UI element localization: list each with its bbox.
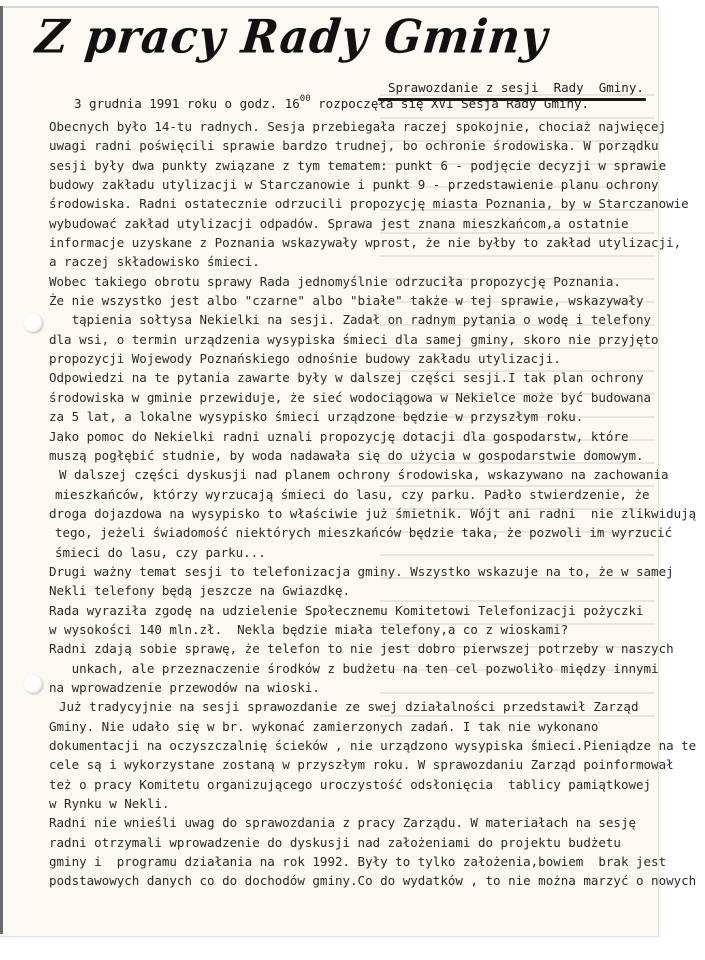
body-line: w Rynku w Nekli. xyxy=(49,796,170,812)
punch-hole-icon xyxy=(24,675,42,693)
body-line: na wprowadzenie przewodów na wioski. xyxy=(49,679,320,695)
body-line: w wysokości 140 mln.zł. Nekla będzie miała telefony,a co z wioskami? xyxy=(49,621,569,637)
body-line: środowiska w gminie przewiduje, że sieć wodociągowa w Nekielce może być budowana xyxy=(49,389,652,405)
body-line: Odpowiedzi na te pytania zawarte były w dalszej części sesji.I tak plan ochrony xyxy=(49,370,644,386)
body-line: Rada wyraziła zgodę na udzielenie Społecznemu Komitetowi Telefonizacji pożyczki xyxy=(49,602,644,618)
body-line: cele są i wykorzystane zostaną w przyszłym roku. W sprawozdaniu Zarząd poinformował xyxy=(49,757,674,773)
body-line: śmieci do lasu, czy parku... xyxy=(55,544,266,560)
body-line: Radni nie wnieśli uwag do sprawozdania z pracy Zarządu. W materiałach na sesję xyxy=(49,815,636,831)
body-line: Gminy. Nie udało się w br. wykonać zamierzonych zadań. I tak nie wykonano xyxy=(49,718,599,734)
body-line: a raczej składowisko śmieci. xyxy=(49,254,260,270)
body-line: tąpienia sołtysa Nekielki na sesji. Zadał on radnym pytania o wodę i telefony xyxy=(49,312,652,328)
body-line: też o pracy Komitetu organizującego uroczystość odsłonięcia tablicy pamiątkowej xyxy=(49,776,652,792)
body-line: budowy zakładu utylizacji w Starczanowie i punkt 9 - przedstawienie planu ochrony xyxy=(49,177,659,193)
body-line: dla wsi, o termin urządzenia wysypiska śmieci dla samej gminy, skoro nie przyjęto xyxy=(49,331,659,347)
body-line: uwagi radni poświęcili sprawie bardzo trudnej, bo ochronie środowiska. W porządku xyxy=(49,138,659,154)
body-line: unkach, ale przeznaczenie środków z budżetu na ten cel pozwoliło między innymi xyxy=(49,660,659,676)
body-line: za 5 lat, a lokalne wysypisko śmieci urządzone będzie w przyszłym roku. xyxy=(49,409,584,425)
body-line: Że nie wszystko jest albo "czarne" albo "białe" także w tej sprawie, wskazywały xyxy=(49,293,644,309)
body-line: Obecnych było 14-tu radnych. Sesja przebiegała raczej spokojnie, chociaż najwięcej xyxy=(49,119,667,134)
body-line: Już tradycyjnie na sesji sprawozdanie ze swej działalności przedstawił Zarząd xyxy=(59,699,639,715)
body-line: Nekli telefony będą jeszcze na Gwiazdkę. xyxy=(49,583,351,599)
page-binding-edge xyxy=(0,6,3,934)
body-line: propozycji Wojewody Poznańskiego odnośnie budowy zakładu utylizacji. xyxy=(49,351,561,367)
body-line: muszą pogłębić studnie, by woda nadawała się do użycia w gospodarstwie domowym. xyxy=(49,447,644,463)
dateline xyxy=(74,96,589,111)
body-line: dokumentacji na oczyszczalnię ścieków , nie urządzono wysypiska śmieci.Pieniądze na te xyxy=(49,738,697,753)
body-line: Radni zdają sobie sprawę, że telefon to nie jest dobro pierwszej potrzeby w naszych xyxy=(49,641,674,657)
article-body xyxy=(49,117,697,891)
body-line: podstawowych danych co do dochodów gminy.Co do wydatków , to nie można marzyć o nowych xyxy=(49,873,697,889)
body-line: mieszkańców, którzy wyrzucają śmieci do lasu, czy parku. Padło stwierdzenie, że xyxy=(55,486,650,502)
body-line: radni otrzymali wprowadzenie do dyskusji nad założeniami do projektu budżetu xyxy=(49,834,621,850)
body-line: W dalszej części dyskusji nad planem ochrony środowiska, wskazywano na zachowania xyxy=(59,467,669,483)
dateline-text: 3 grudnia 1991 roku o godz. 16 xyxy=(74,96,300,112)
body-line: informacje uzyskane z Poznania wskazywały wprost, że nie byłby to zakład utylizacji, xyxy=(49,235,682,251)
body-line: gminy i programu działania na rok 1992. Były to tylko założenia,bowiem brak jest xyxy=(49,854,667,870)
body-line: tego, jeżeli świadomość niektórych mieszkańców będzie taka, że pozwoli im wyrzucić xyxy=(55,525,673,541)
body-line: Wobec takiego obrotu sprawy Rada jednomyślnie odrzuciła propozycję Poznania. xyxy=(49,273,621,289)
body-line: Jako pomoc do Nekielki radni uznali propozycję dotacji dla gospodarstw, które xyxy=(49,428,629,444)
body-line: droga dojazdowa na wysypisko to właściwie już śmietnik. Wójt ani radni nie zlikwidują xyxy=(49,505,697,521)
body-line: Drugi ważny temat sesji to telefonizacja gminy. Wszystko wskazuje na to, że w samej xyxy=(49,563,674,579)
body-line: środowiska. Radni ostatecznie odrzucili propozycję miasta Poznania, by w Starczanowie xyxy=(49,196,689,212)
punch-hole-icon xyxy=(24,314,42,332)
dateline-text-end: rozpoczęła się XVI Sesja Rady Gminy. xyxy=(310,96,590,112)
body-line: wybudować zakład utylizacji odpadów. Sprawa jest znana mieszkańcom,a ostatnie xyxy=(49,215,629,231)
handwritten-title: Z pracy Rady Gminy xyxy=(33,10,551,65)
dateline-superscript: 00 xyxy=(299,94,311,104)
body-line: sesji były dwa punkty związane z tym tematem: punkt 6 - podjęcie decyzji w sprawie xyxy=(49,157,667,173)
section-subtitle: Sprawozdanie z sesji Rady Gminy. xyxy=(388,80,644,95)
